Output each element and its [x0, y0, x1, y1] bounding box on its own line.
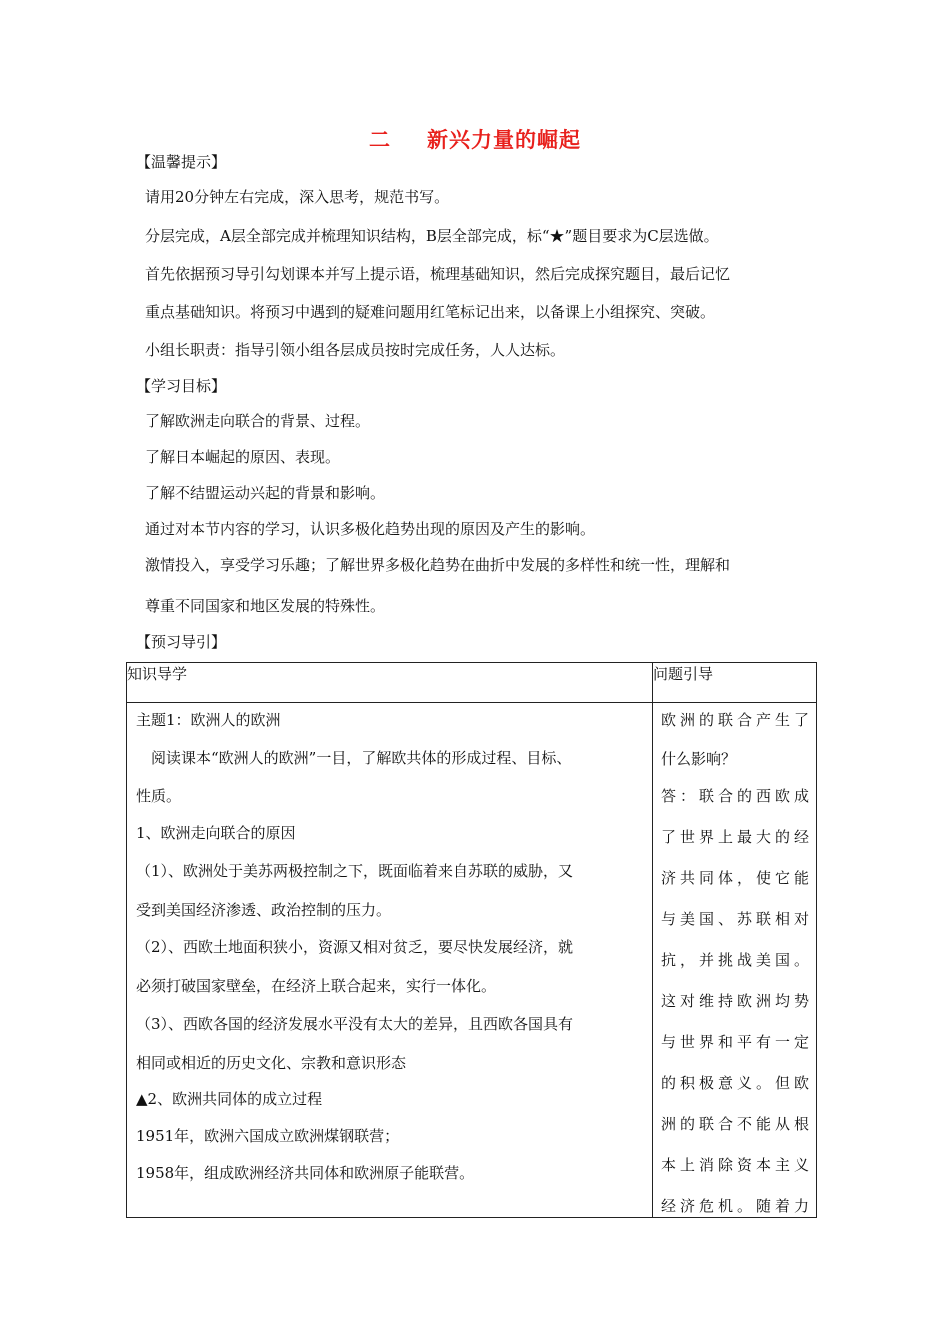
tips-heading: 【温馨提示】: [136, 153, 227, 171]
question-cell: [653, 703, 817, 1218]
question-line: 经济危机。随着力: [661, 1197, 809, 1215]
title-number: 二: [369, 127, 391, 152]
tips-line: 重点基础知识。将预习中遇到的疑难问题用红笔标记出来，以备课上小组探究、突破。: [145, 303, 716, 321]
table-header-row: [127, 663, 817, 703]
tips-line: 请用20分钟左右完成，深入思考，规范书写。: [145, 188, 450, 206]
goal-line: 激情投入，享受学习乐趣；了解世界多极化趋势在曲折中发展的多样性和统一性，理解和: [145, 556, 731, 574]
question-line: 了世界上最大的经: [661, 828, 809, 846]
question-line: 与美国、苏联相对: [661, 910, 809, 928]
question-line: 抗，并挑战美国。: [661, 951, 809, 969]
question-line: 与世界和平有一定: [661, 1033, 809, 1051]
knowledge-line: 性质。: [136, 787, 182, 805]
knowledge-line: ▲2、欧洲共同体的成立过程: [136, 1090, 323, 1108]
knowledge-line: 1951年，欧洲六国成立欧洲煤钢联营；: [136, 1127, 400, 1145]
knowledge-line: 1、欧洲走向联合的原因: [136, 824, 296, 842]
preview-guide-table: [126, 662, 817, 1218]
knowledge-cell: [127, 703, 653, 1218]
question-line: 本上消除资本主义: [661, 1156, 809, 1174]
goal-line: 了解不结盟运动兴起的背景和影响。: [145, 484, 386, 502]
knowledge-line: （3）、西欧各国的经济发展水平没有太大的差异，且西欧各国具有: [136, 1015, 574, 1033]
knowledge-line: 受到美国经济渗透、政治控制的压力。: [136, 901, 392, 919]
question-line: 的积极意义。但欧: [661, 1074, 809, 1092]
knowledge-line: 必须打破国家壁垒，在经济上联合起来，实行一体化。: [136, 977, 497, 995]
knowledge-line: （2）、西欧土地面积狭小，资源又相对贫乏，要尽快发展经济，就: [136, 938, 574, 956]
goal-line: 了解欧洲走向联合的背景、过程。: [145, 412, 371, 430]
question-line: 什么影响？: [661, 750, 737, 768]
question-line: 答：联合的西欧成: [661, 787, 809, 805]
knowledge-line: 主题1：欧洲人的欧洲: [136, 711, 281, 729]
knowledge-line: 阅读课本“欧洲人的欧洲”一目，了解欧共体的形成过程、目标、: [136, 749, 572, 767]
guide-heading: 【预习导引】: [136, 633, 227, 651]
goal-line: 通过对本节内容的学习，认识多极化趋势出现的原因及产生的影响。: [145, 520, 596, 538]
knowledge-line: （1）、欧洲处于美苏两极控制之下，既面临着来自苏联的威胁，又: [136, 862, 574, 880]
page-title: [0, 124, 950, 154]
question-line: 济共同体，使它能: [661, 869, 809, 887]
tips-line: 分层完成，A层全部完成并梳理知识结构，B层全部完成，标“★”题目要求为C层选做。: [145, 227, 719, 245]
knowledge-line: 1958年，组成欧洲经济共同体和欧洲原子能联营。: [136, 1164, 475, 1182]
question-line: 洲的联合不能从根: [661, 1115, 809, 1133]
goal-line: 尊重不同国家和地区发展的特殊性。: [145, 597, 386, 615]
title-text: 新兴力量的崛起: [427, 127, 581, 152]
knowledge-line: 相同或相近的历史文化、宗教和意识形态: [136, 1054, 407, 1072]
goals-heading: 【学习目标】: [136, 377, 227, 395]
question-line: 这对维持欧洲均势: [661, 992, 809, 1010]
tips-line: 首先依据预习导引勾划课本并写上提示语，梳理基础知识，然后完成探究题目，最后记忆: [145, 265, 731, 283]
tips-line: 小组长职责：指导引领小组各层成员按时完成任务，人人达标。: [145, 341, 566, 359]
column-header-knowledge: 知识导学: [127, 663, 653, 703]
question-line: 欧洲的联合产生了: [661, 711, 809, 729]
goal-line: 了解日本崛起的原因、表现。: [145, 448, 341, 466]
table-row: [127, 703, 817, 1218]
column-header-questions: 问题引导: [653, 663, 817, 703]
